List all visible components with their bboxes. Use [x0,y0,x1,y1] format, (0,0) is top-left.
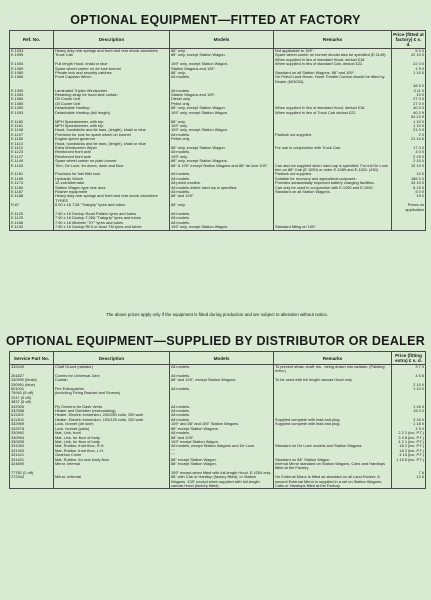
ref-cell: E.1095 [10,53,54,62]
ref-cell: E.1169 [10,177,54,181]
price-cell: 4 10 (inc. P.T.) [392,453,426,457]
remarks-cell: Provides substantially improved battery charging facilities. [274,181,392,185]
models-cell: 88" only, except Station Wagon. [170,106,274,110]
ref-cell: 501031 [10,387,54,391]
price-cell: 2 2 2 (inc. P.T.) [392,431,426,435]
factory-price-note: The above prices apply only if the equipment is fitted during production and are subject to alteration without notice. [105,312,329,317]
models-cell: Petrol only. [170,102,274,106]
price-cell: 1 10 0 [392,124,426,128]
description-cell: Fire Extinguisher [54,387,170,391]
models-cell: All models. [170,221,274,225]
price-cell: 1 18 0 [392,422,426,426]
column-header-ref: Ref. No. [10,31,54,49]
price-cell: 12 6 [392,475,426,489]
description-cell: Mat, Link, front [54,431,170,435]
ref-cell: E.1149 [10,159,54,163]
price-cell: 4 5 6 [392,374,426,378]
description-cell: Hydraulic Winch [54,177,170,181]
price-cell: 3 11 0 [392,89,426,93]
remarks-cell: To be used with full length canvas Hood only. [274,378,392,382]
models-cell: 88" only, except Station Wagon. [170,146,274,150]
description-cell: Covers for Universal Joint [54,374,170,378]
price-cell [392,225,426,230]
price-cell: 6 15 0 [392,186,426,190]
price-cell: Prices on application [392,203,426,212]
description-cell: Oil Cooler Unit [54,102,170,106]
description-cell: 6.00 x 16 T.38 "Trakgrip" tyres and tubes [54,203,170,212]
ref-cell: E.1173 [10,181,54,185]
column-header-models: Models [170,352,274,365]
models-cell: 88" and 109". [170,436,274,440]
models-cell: 109" only, except Station Wagon. [170,62,274,66]
description-cell: Hood, hoodsticks and tie bars, (length), khaki or blue [54,128,170,132]
remarks-cell: Spare wheel carrier on bonnet should also be specified (E.1149). When supplied in lieu of standard Hood, deduct £18. [274,53,392,62]
price-cell: 18 2 (inc. P.T.) [392,449,426,453]
description-cell: Station Wagon type rear door [54,186,170,190]
price-cell: 15 0 0 [392,409,426,413]
price-cell: 3 3 8 (inc. P.T.) [392,436,426,440]
remarks-cell [274,203,392,212]
remarks-cell: On External Mirror is fitted as standard on all Land-Rovers. A second External Mirror is supplied in a set on Station Wagons, Cabs or Hardtops fitted at the Factory. [274,475,392,489]
column-header-models: Models [170,31,274,49]
description-cell: Spare wheel carrier on plain bonnet [54,159,170,163]
ref-cell: 330994 [10,436,54,440]
models-cell: All models. [170,190,274,194]
models-cell: All models. [170,212,274,216]
price-cell: 10 0 [392,93,426,97]
models-cell: All models. [170,413,274,417]
description-cell: Flasher equipment [54,190,170,194]
column-header-remarks: Remarks [274,31,392,49]
description-cell: Detachable Hardtop (full length) [54,111,170,115]
description-cell: Fly Screens for Dash Vents [54,405,170,409]
models-cell: 88" with Cab or Hardtop (factory fitted), or Station Wagons. 109" except when supplied with full-length canvas Hood (factory fitted). [170,475,274,489]
models-cell: Station Wagons and 109". [170,67,274,71]
ref-cell: 331393 [10,449,54,453]
ref-cell: E.1084 [10,97,54,101]
models-cell: Station Wagons and 109". [170,93,274,97]
ref-cell: 611303 [10,418,54,422]
price-cell: 3 7 0 [392,365,426,374]
remarks-cell: When supplied in lieu of standard Hood, deduct £18. [274,106,392,110]
ref-cell: 332449 [10,365,54,374]
models-cell: 109" except Station Wagon. [170,440,274,444]
description-cell: Retaining strap for hood side curtain [54,93,170,97]
description-cell: 7.50 x 16 Michelin "XY" tyres and tubes [54,221,170,225]
price-cell: 5 0 0 [392,49,426,54]
description-cell: Reinforced front axle [54,155,170,159]
models-cell: Petrol only. [170,137,274,141]
models-cell: All models. [170,387,274,391]
ref-cell: 332978 [10,427,54,431]
price-cell: 7 6 [392,471,426,475]
remarks-cell: Internal Mirror standard on Station Wagons, Cabs and Hardtops fitted at the Factory. [274,462,392,471]
ref-cell: E.1161 [10,172,54,176]
ref-cell: E.1090 [10,106,54,110]
remarks-cell: Padlock not supplied. [274,133,392,137]
remarks-cell: Standard on 88" Station Wagon. [274,458,392,462]
ref-cell: 332969 [10,422,54,426]
description-cell: TYRES [54,199,170,203]
description-cell: (including Fixing Bracket and Screws) [54,391,170,395]
dealer-section-title: OPTIONAL EQUIPMENT—SUPPLIED BY DISTRIBUTOR OR DEALER [5,334,426,348]
description-cell: Engine speed governor [54,137,170,141]
models-cell: All models. [170,409,274,413]
price-cell: 2 10 0 [392,383,426,387]
remarks-cell: Supplied complete with lead and plug. [274,418,392,422]
models-cell: All models. [170,405,274,409]
ref-cell: E.1153 [10,164,54,173]
ref-cell: E.1181 [10,124,54,128]
factory-equipment-table [9,30,426,231]
ref-cell: E.1115 [10,146,54,150]
price-cell: 1 16 0 [392,405,426,409]
price-cell [392,75,426,84]
ref-cell: 2247 (5 off) [10,396,54,400]
description-cell: 7.50 x 16 Dunlop Road Pattern tyres and tubes [54,212,170,216]
models-cell: 88" only, except Station Wagon. [170,53,274,62]
remarks-cell: Standard on all Station Wagons. [274,190,392,194]
description-cell: Provision for lock for spare wheel on bonnet [54,133,170,137]
remarks-cell: To prevent straw, chaff, etc., being drawn into radiator. (Painting extra.) [274,365,392,374]
remarks-cell: Padlock not supplied. [274,172,392,176]
description-cell: Provision for fuel filler lock [54,172,170,176]
remarks-cell: When supplied in lieu of Truck Cab deduct £22. [274,111,392,115]
price-cell: 1 10 0 [392,387,426,391]
models-cell: All petrol models. [170,181,274,185]
models-cell: All models. [170,365,274,374]
price-cell [392,462,426,471]
models-cell: 109" and 88" and 109" Station Wagons. [170,422,274,426]
ref-cell: E.1083 [10,93,54,97]
price-cell: 27 0 0 [392,102,426,106]
description-cell: Mat, Rubber, for rear body floor [54,458,170,462]
column-header-remarks: Remarks [274,352,392,365]
table-row [10,475,426,489]
price-cell: 40 0 0 [392,106,426,110]
ref-cell: E.1085 [10,102,54,106]
ref-cell: E.1090 [10,89,54,93]
price-cell: 46 5 0 [392,84,426,88]
ref-cell: E.1120 [10,212,54,216]
models-cell: All models. [170,431,274,435]
description-cell: Chaff Guard (radiator) [54,365,170,374]
table-row [10,203,426,212]
price-cell: 40 2 9 [392,111,426,115]
ref-cell: 330991 (blue) [10,383,54,387]
price-cell: 1 15 6 (inc. P.T.) [392,458,426,462]
description-cell: Mat, Link, for floor of body [54,440,170,444]
description-cell: Private lock and security catches [54,71,170,75]
ref-cell: E.1125 [10,216,54,220]
price-cell: 12 10 0 [392,164,426,173]
remarks-cell: For use in conjunction with Truck Cab. [274,146,392,150]
price-cell: 22 0 0 [392,62,426,66]
price-cell: 27 0 0 [392,97,426,101]
ref-cell: E.1113 [10,142,54,146]
models-cell: 88" only. [170,71,274,75]
models-cell: All models. [170,374,274,378]
description-cell: Curtain [54,378,170,382]
price-cell: 19 0 [392,194,426,198]
models-cell: All models. [170,418,274,422]
price-cell: 1 10 0 [392,120,426,124]
remarks-cell: On Petrol Land-Rover, Hand Throttle Control should be fitted by Dealer (603033). [274,75,392,84]
ref-cell: E.1093 [10,111,54,115]
factory-table-body [10,49,426,231]
remarks-cell: Can also be supplied when hard cap is specified. For full De Luxe trim on 88" Cab (E.1090) or order E.1089 and E.1153. (430) [274,164,392,173]
ref-cell: 332988 [10,409,54,413]
models-cell: All models. [170,150,274,154]
table-row [10,462,426,471]
ref-cell: 3837 (5 off) [10,400,54,404]
ref-cell: 75940 (5 off) [10,391,54,395]
ref-cell: 330990 (khaki) [10,378,54,382]
price-cell: 18 2 (inc. P.T.) [392,444,426,448]
models-cell: 88" only. [170,49,274,54]
ref-cell: 331392 [10,444,54,448]
models-cell: All models. [170,75,274,84]
ref-cell: E.1192 [10,225,54,230]
dealer-table-body [10,365,426,489]
ref-cell: E.1166 [10,221,54,225]
models-cell: 109" only, except Station Wagon. [170,128,274,132]
models-cell: All models. [170,216,274,220]
models-cell: 88" except Station Wagons. [170,427,274,431]
description-cell: Mat, Rubber, front floor, R.H. [54,444,170,448]
price-cell: 17 0 0 [392,146,426,150]
description-cell: Heavy duty rear springs and front and rear shock absorbers [54,194,170,198]
description-cell: Heater and Demister (recirculating) [54,409,170,413]
remarks-cell: Can only be used in conjunction with E.1090 and E.1092. [274,186,392,190]
remarks-cell: Supplied complete with lead and plug. [274,422,392,426]
description-cell: Gearbox Cover [54,453,170,457]
models-cell: 109" except when fitted with full-length Hood, E.1054 only. [170,471,274,475]
factory-section-title: OPTIONAL EQUIPMENT—FITTED AT FACTORY [70,13,361,27]
price-cell: 54 13 9 [392,115,426,119]
price-cell: 3 16 0 [392,418,426,422]
description-cell: Heavy duty rear springs and front and rear shock absorbers [54,49,170,54]
description-cell: Mirror, external [54,475,170,489]
description-cell: MPH Speedometer, with trip [54,120,170,124]
description-cell: Hood, hoodsticks and tie bars, (length), khaki or blue [54,142,170,146]
table-row [10,365,426,374]
remarks-cell: Suitable for recovery and agricultural purposes. [274,177,392,181]
ref-cell: E.1108 [10,128,54,132]
table-row [10,75,426,84]
ref-cell: E.1054 [10,62,54,66]
price-cell: 1 5 0 [392,427,426,431]
price-cell: 4 2 1 (inc. P.T.) [392,440,426,444]
remarks-cell: Standard fitting on 109". [274,225,392,230]
models-cell: " " [170,449,274,453]
price-cell: 1 5 0 [392,67,426,71]
ref-cell: 611302 [10,413,54,417]
remarks-cell: Not applicable to 109". [274,49,392,54]
description-cell: Spare wheel carrier on de luxe bonnet [54,67,170,71]
column-header-description: Description [54,31,170,49]
description-cell: Mirror, Internal [54,462,170,471]
ref-cell: E.1187 [10,190,54,194]
models-cell: 109" only, except Station Wagon. [170,111,274,115]
price-cell: 43 10 0 [392,181,426,185]
models-cell: 109" only, except Station Wagon. [170,225,274,230]
description-cell: 7.50 x 16 Dunlop RK3 or Avon TM tyres and tubes [54,225,170,230]
models-cell: 88" & 109" except Station Wagons and 88" de luxe 109". [170,164,274,173]
models-cell: 88" except Station Wagon. [170,458,274,462]
description-cell: Front Capstan Winch [54,75,170,84]
price-cell: 21 14 6 [392,137,426,141]
price-cell: 21 0 0 [392,128,426,132]
column-header-part-no: Service Part No. [10,352,54,365]
price-cell: 2 15 0 [392,155,426,159]
description-cell: Heater, Electric Immersion, 100/125 volts, 250 watt [54,418,170,422]
ref-cell: 331401 [10,458,54,462]
models-cell: 88" and 109". [170,194,274,198]
price-cell: 22 10 0 [392,53,426,62]
remarks-cell: Standard on De Luxe models and Station Wagons. [274,444,392,448]
ref-cell: E.1066 [10,75,54,84]
description-cell: Mat, Rubber, front floor, L.H. [54,449,170,453]
table-row [10,164,426,173]
description-cell: Detachable Hardtop [54,106,170,110]
column-header-description: Description [54,352,170,365]
ref-cell: E.1180 [10,137,54,141]
description-cell: Mat, Link, for floor of body [54,436,170,440]
description-cell: Laminated Triplex Windscreen [54,89,170,93]
models-cell: 88" except Station Wagon. [170,462,274,471]
description-cell: Trim, De Luxe, for doors, dash and floor [54,164,170,173]
models-cell: All models. [170,133,274,137]
ref-cell: E.1180 [10,186,54,190]
ref-cell: E.1080 [10,71,54,75]
ref-cell: 330995 [10,440,54,444]
price-cell: 10 0 [392,172,426,176]
ref-cell: E.1188 [10,194,54,198]
models-cell: 88" only. [170,120,274,124]
ref-cell: 261827 [10,374,54,378]
price-cell: 185 0 0 [392,177,426,181]
description-cell: Lock, bonnet (plain) [54,427,170,431]
models-cell: All models where hard top is specified. [170,186,274,190]
models-cell: All models, except Station Wagons and De Luxe. [170,444,274,448]
ref-cell: R.67 [10,203,54,212]
description-cell: Reinforced front axle [54,150,170,154]
ref-cell: 324690 [10,462,54,471]
models-cell: 88" only, except Station Wagons. [170,159,274,163]
models-cell: All models. [170,177,274,181]
models-cell: 109" only. [170,155,274,159]
description-cell: 12-volt Alternator [54,181,170,185]
description-cell: MPH Speedometer, with trip [54,124,170,128]
ref-cell: E.1107 [10,133,54,137]
dealer-equipment-table [9,351,426,489]
models-cell: 88" and 109", except Station Wagons. [170,378,274,382]
ref-cell: E.1059 [10,67,54,71]
models-cell: All models. [170,89,274,93]
price-cell: 5 0 0 [392,190,426,194]
models-cell: 88" only. [170,203,274,212]
table-row [10,53,426,62]
description-cell: 7.50 x 16 Dunlop T.29A "Trakgrip" tyres and tubes [54,216,170,220]
ref-cell: 332905 [10,405,54,409]
remarks-cell: Standard on all Station Wagons, 88" and 109". [274,71,392,75]
description-cell: Lock, bonnet (de luxe) [54,422,170,426]
description-cell: Full length Hood, khaki or blue [54,62,170,66]
models-cell: " " [170,453,274,457]
models-cell: Diesel only. [170,97,274,101]
ref-cell: E.1127 [10,155,54,159]
models-cell: 109" only. [170,124,274,128]
remarks-cell: When supplied in lieu of standard Cab, deduct £22. [274,62,392,66]
price-cell: 2 15 0 [392,159,426,163]
ref-cell: E.1180 [10,120,54,124]
ref-cell: 330992 [10,431,54,435]
description-cell: Heater, Electric Immersion, 200/250 volts, 250 watt [54,413,170,417]
description-cell: Truck Cab [54,53,170,62]
description-cell: Oil Cooler Unit [54,97,170,101]
description-cell: Extra Windscreen Wiper [54,146,170,150]
ref-cell: E.1123 [10,150,54,154]
ref-cell: 272344 [10,475,54,489]
models-cell: All models. [170,172,274,176]
price-cell: 2 0 [392,133,426,137]
column-header-price: Price (fitted at factory) £ s. d. [393,32,424,47]
ref-cell: E.1053 [10,49,54,54]
column-header-price: Price (fitting extra) £ s. d. [392,352,426,365]
ref-cell: 331421 [10,453,54,457]
ref-cell: 77782 (2 off) [10,471,54,475]
price-cell: 1 10 0 [392,71,426,75]
table-row [10,225,426,230]
price-cell: 4 0 0 [392,150,426,154]
